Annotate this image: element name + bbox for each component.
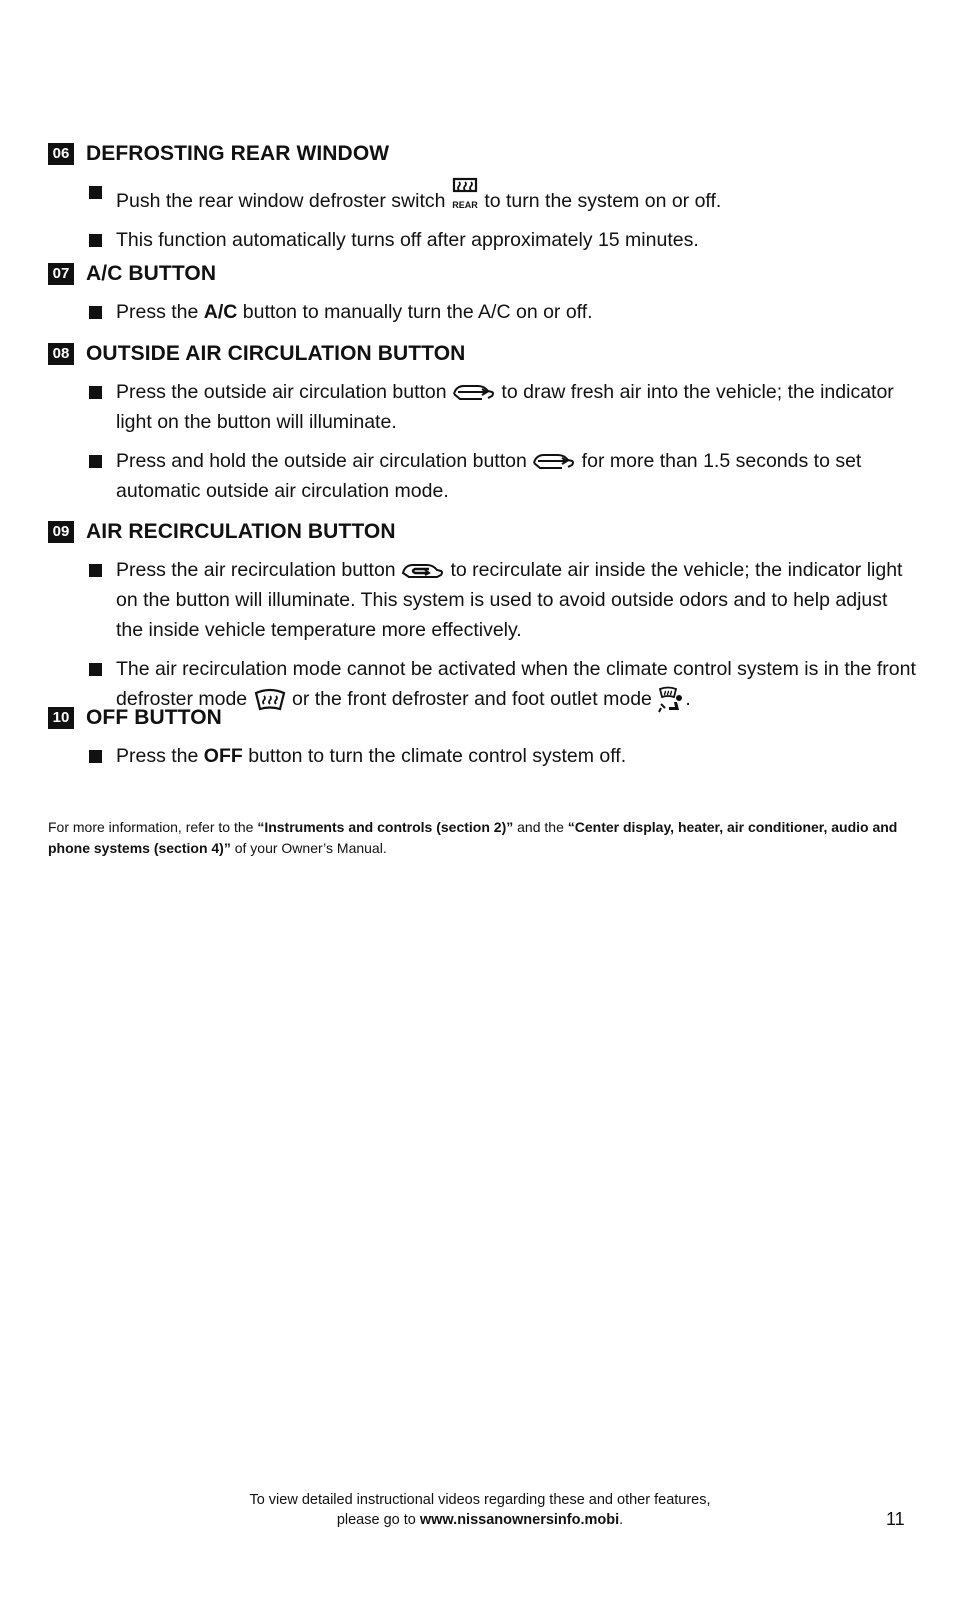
section-number: 07 bbox=[48, 263, 74, 285]
section-title: A/C BUTTON bbox=[86, 262, 217, 285]
bullet-square bbox=[89, 234, 102, 247]
bullet-square bbox=[89, 306, 102, 319]
section-heading bbox=[48, 141, 918, 167]
svg-text:REAR: REAR bbox=[452, 200, 478, 210]
bullet-square bbox=[89, 663, 102, 676]
website-link[interactable]: www.nissanownersinfo.mobi bbox=[419, 1512, 620, 1528]
section-heading bbox=[48, 705, 918, 731]
section-title: AIR RECIRCULATION BUTTON bbox=[86, 520, 396, 543]
section-number: 09 bbox=[48, 521, 74, 543]
section-heading bbox=[48, 261, 918, 287]
list-item: Press the A/C button to manually turn the A/C on or off. bbox=[48, 297, 918, 327]
section-off-button bbox=[48, 705, 918, 771]
list-item: Press and hold the outside air circulation button for more than 1.5 seconds to set automatic outside air circulation mode. bbox=[48, 446, 918, 506]
section-heading bbox=[48, 519, 918, 545]
section-heading bbox=[48, 341, 918, 367]
owners-manual-reference: For more information, refer to the “Instruments and controls (section 2)” and the “Center display, heater, air conditioner, audio and phone systems (section 4)” of your Owner’s Manual. bbox=[48, 819, 898, 856]
list-item: This function automatically turns off after approximately 15 minutes. bbox=[48, 225, 918, 255]
section-title: OFF BUTTON bbox=[86, 706, 222, 729]
section-number: 10 bbox=[48, 707, 74, 729]
air-recirculation-icon bbox=[401, 560, 445, 582]
list-item: Push the rear window defroster switch REAR to turn the system on or off. bbox=[48, 177, 918, 216]
bullet-square bbox=[89, 564, 102, 577]
bullet-square bbox=[89, 186, 102, 199]
section-title: DEFROSTING REAR WINDOW bbox=[86, 142, 390, 165]
bullet-square bbox=[89, 455, 102, 468]
section-number: 06 bbox=[48, 143, 74, 165]
section-ac-button bbox=[48, 261, 918, 327]
list-item: The air recirculation mode cannot be activated when the climate control system is in the front defroster mode or the front defroster and foot outlet mode . bbox=[48, 654, 918, 714]
rear-defroster-icon bbox=[451, 177, 479, 211]
list-item: Press the OFF button to turn the climate control system off. bbox=[48, 741, 918, 771]
page-number: 11 bbox=[886, 1509, 905, 1529]
list-item: Press the outside air circulation button to draw fresh air into the vehicle; the indicator light on the button will illuminate. bbox=[48, 377, 918, 437]
section-outside-air-circulation bbox=[48, 341, 918, 506]
bullet-square bbox=[89, 386, 102, 399]
page-footer: To view detailed instructional videos regarding these and other features, please go to www.nissanownersinfo.mobi. bbox=[249, 1492, 711, 1528]
section-defrosting-rear-window bbox=[48, 141, 918, 255]
section-number: 08 bbox=[48, 343, 74, 365]
outside-air-icon bbox=[532, 451, 576, 473]
bullet-square bbox=[89, 750, 102, 763]
section-title: OUTSIDE AIR CIRCULATION BUTTON bbox=[86, 342, 466, 365]
list-item: Press the air recirculation button to recirculate air inside the vehicle; the indicator light on the button will illuminate. This system is used to avoid outside odors and to help adjust the inside vehicle temperature more effectively. bbox=[48, 555, 918, 645]
section-air-recirculation bbox=[48, 519, 918, 714]
outside-air-icon bbox=[452, 382, 496, 404]
